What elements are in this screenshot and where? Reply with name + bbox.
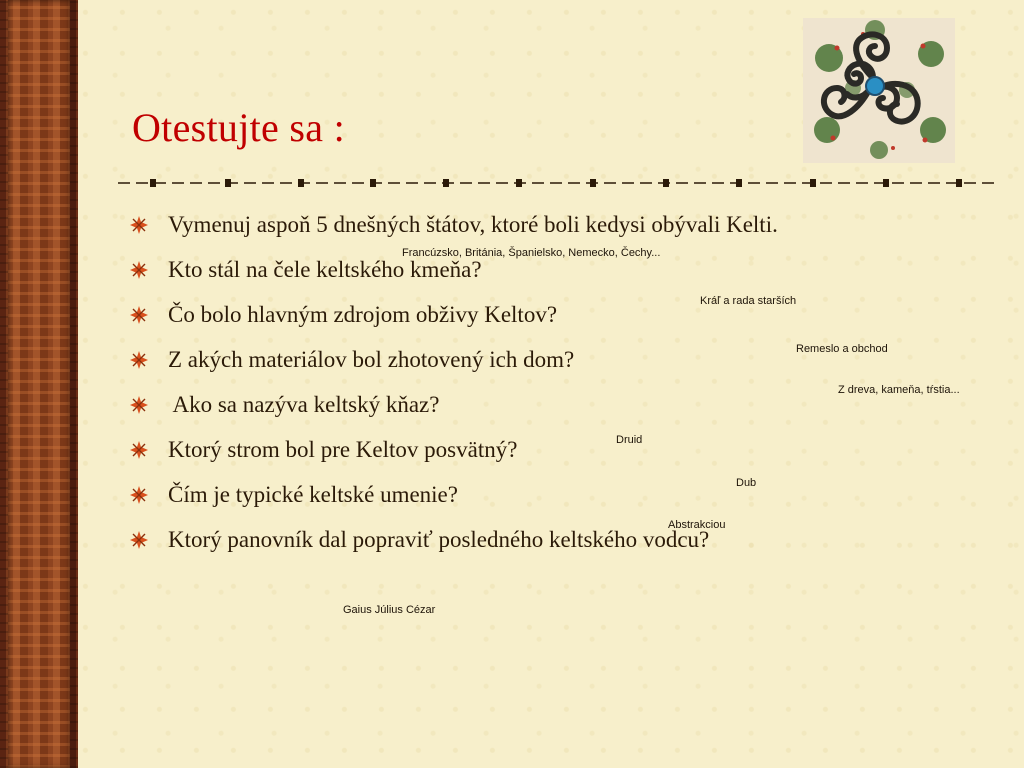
celtic-triskelion-icon [803,18,955,163]
question-text: Ktorý strom bol pre Keltov posvätný? [168,436,518,462]
answer-text: Remeslo a obchod [796,343,888,355]
question-text: Ktorý panovník dal popraviť posledného keltského vodcu? [168,526,710,552]
list-item [130,427,778,472]
answer-text: Z dreva, kameňa, tŕstia... [838,384,960,396]
star-bullet-icon [130,261,148,279]
star-bullet-icon [130,396,148,414]
list-item [130,382,778,427]
answer-text: Dub [736,477,757,489]
star-bullet-icon [130,441,148,459]
star-bullet-icon [130,486,148,504]
answer-text: Gaius Július Cézar [343,604,436,616]
star-bullet-icon [130,306,148,324]
list-item [130,472,778,517]
question-text: Čo bolo hlavným zdrojom obživy Keltov? [168,301,558,327]
answer-text: Abstrakciou [668,519,726,531]
list-item [130,292,778,337]
answer-text: Druid [616,434,643,446]
star-bullet-icon [130,351,148,369]
list-item [130,337,778,382]
star-bullet-icon [130,531,148,549]
question-text: Ako sa nazýva keltský kňaz? [168,391,440,417]
answer-text: Francúzsko, Británia, Španielsko, Nemecko, Čechy... [402,247,661,259]
answer-text: Kráľ a rada starších [700,295,797,307]
question-text: Z akých materiálov bol zhotovený ich dom? [168,346,575,372]
question-text: Vymenuj aspoň 5 dnešných štátov, ktoré boli kedysi obývali Kelti. [168,211,778,237]
list-item [130,202,778,247]
star-bullet-icon [130,216,148,234]
question-text: Čím je typické keltské umenie? [168,481,458,507]
decorative-divider [118,176,996,190]
question-text: Kto stál na čele keltského kmeňa? [168,256,482,282]
wood-border [0,0,78,768]
slide-title: Otestujte sa : [132,105,346,150]
